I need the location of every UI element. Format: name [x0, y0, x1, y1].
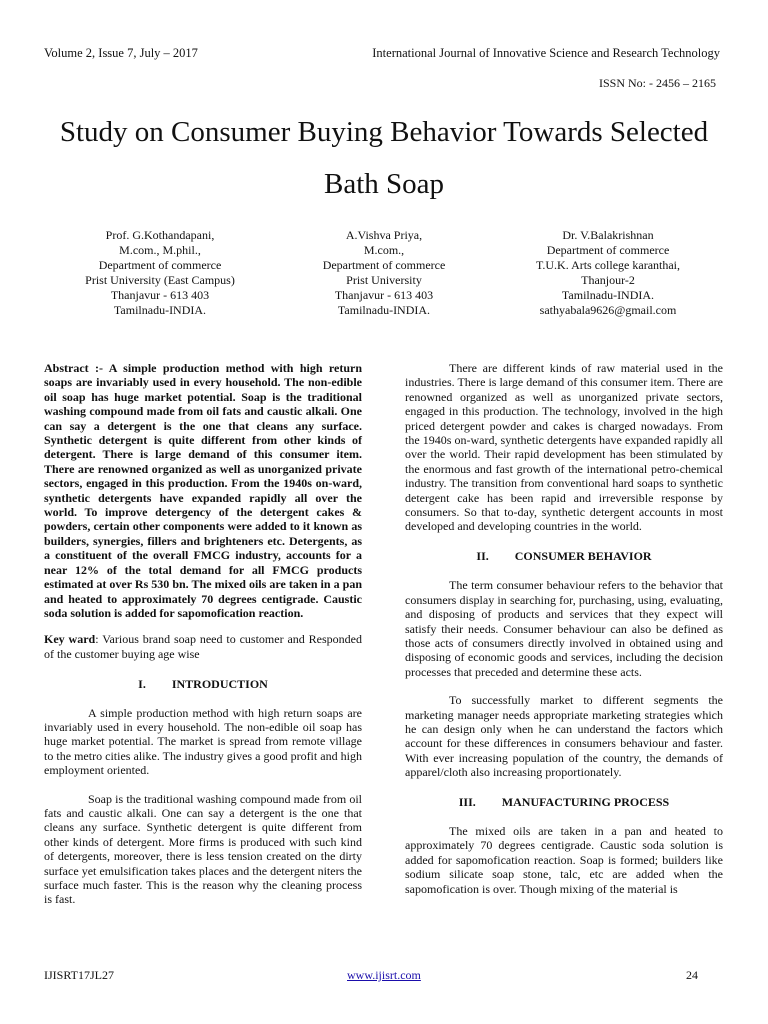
running-header-right: International Journal of Innovative Science and Research Technology — [372, 46, 720, 60]
author-2-line: Department of commerce — [322, 258, 446, 272]
manufacturing-paragraph-1: The mixed oils are taken in a pan and heated to approximately 70 degrees centigrade. Caustic soda solution is added for sapomofication reaction. Soap is formed; builders like sodium silicate soap stone, talc, etc are added when the sapomofication is over. Though mixing of the material is — [405, 823, 723, 896]
paper-title-line-2: Bath Soap — [323, 168, 445, 200]
author-2 — [284, 228, 484, 318]
footer-page-number: 24 — [686, 968, 698, 982]
author-1-line: Prof. G.Kothandapani, — [105, 228, 215, 242]
author-2-line: Prist University — [346, 273, 422, 287]
footer-website-link[interactable]: www.ijisrt.com — [347, 968, 421, 982]
section-heading-consumer-behavior — [405, 549, 723, 563]
footer-paper-code: IJISRT17JL27 — [44, 968, 114, 982]
keywords — [44, 632, 362, 661]
intro-paragraph-3: There are different kinds of raw material used in the industries. There is large demand of this consumer item. There are renowned organized as well as unorganized private sectors, engaged in this production. The technology, involved in the high priced detergent powder and cakes is charged nowadays. From the 1940s on-ward, synthetic detergents have expanded rapidly all over the world. Their rapid development has been stimulated by the enormous and fast growth of the international petro-chemical industry. The transition from conventional hard soaps to synthetic detergent cake has been rapid and irreversible response by consumers. So that to-day, synthetic detergent accounts in most developed and developing countries in the world. — [405, 361, 723, 534]
section-title: CONSUMER BEHAVIOR — [514, 548, 652, 563]
section-number: I. — [138, 677, 146, 692]
author-3-line: Thanjour-2 — [581, 273, 635, 287]
left-column — [44, 361, 362, 907]
author-1-line: M.com., M.phil., — [119, 243, 201, 257]
running-header-left: Volume 2, Issue 7, July – 2017 — [44, 46, 198, 60]
section-number: III. — [458, 794, 476, 809]
section-title: MANUFACTURING PROCESS — [501, 794, 670, 809]
author-3-line: T.U.K. Arts college karanthai, — [535, 258, 681, 272]
author-3-line: Dr. V.Balakrishnan — [562, 228, 654, 242]
author-3 — [508, 228, 708, 318]
keywords-label: Key ward — [44, 632, 96, 647]
author-3-line: Department of commerce — [546, 243, 670, 257]
author-1-line: Prist University (East Campus) — [85, 273, 235, 287]
section-title: INTRODUCTION — [171, 677, 268, 692]
paper-title-line-1: Study on Consumer Buying Behavior Towards Selected — [59, 116, 709, 148]
author-1-line: Department of commerce — [98, 258, 222, 272]
intro-paragraph-1: A simple production method with high return soaps are invariably used in every household. The non-edible oil soap has huge market potential. The market is spread from remote village to the metro cities alike. The industry gives a good profit and high employment oriented. — [44, 705, 362, 778]
author-2-line: Thanjavur - 613 403 — [334, 288, 434, 302]
author-1-line: Tamilnadu-INDIA. — [113, 303, 207, 317]
keywords-text: : Various brand soap need to customer and Responded of the customer buying age wise — [44, 632, 362, 661]
abstract: Abstract :- A simple production method with high return soaps are invariably used in every household. The non-edible oil soap has huge market potential. Soap is the traditional washing compound made from oil fats and caustic alkali. One can say a detergent is the one that cleans any surface. Synthetic detergent is quite different from other kinds of detergent. There is large demand of this consumer item. There are renowned organized as well as unorganized private sectors, engaged in this production. From the 1940s on-ward, synthetic detergents have expanded rapidly all over the world. To improve detergency of the detergent cakes & powders, certain other components were added to it known as builders, synergies, fillers and brighteners etc. Detergents, as a constituent of the overall FMCG industry, accounts for a near 12% of the total demand for all FMCG products estimated at over Rs 530 bn. The mixed oils are taken in a pan and heated to approximately 70 degrees centigrade. Caustic soda solution is added for sapomofication reaction. — [44, 361, 362, 620]
intro-paragraph-2: Soap is the traditional washing compound made from oil fats and caustic alkali. One can say a detergent is the one that cleans any surface. Synthetic detergent is quite different from other kinds of detergent. More firms is produced with such kind of detergents, moreover, there is less tension created on the dirty surface yet emulsification takes places and the detergent niters the surface much faster. This is the reason why the cleaning process is fast. — [44, 791, 362, 907]
author-3-email[interactable]: sathyabala9626@gmail.com — [539, 303, 677, 317]
section-number: II. — [476, 548, 489, 563]
author-2-line: A.Vishva Priya, — [345, 228, 423, 242]
right-column — [405, 361, 723, 896]
author-3-line: Tamilnadu-INDIA. — [561, 288, 655, 302]
author-1 — [60, 228, 260, 318]
consumer-paragraph-1: The term consumer behaviour refers to the behavior that consumers display in searching for, purchasing, using, evaluating, and disposing of products and services that they expect will satisfy their needs. Consumer behaviour can also be defined as those acts of consumers directly involved in obtained using and disposing of economic goods and services, including the decision processes that preceded and determine these acts. — [405, 578, 723, 679]
consumer-paragraph-2: To successfully market to different segments the marketing manager needs appropriate marketing strategies which he can design only when he can understand the factors which account for these differences in consumers behaviour and faster. With ever increasing population of the country, the demands of apparel/cloth also increasing proportionately. — [405, 693, 723, 780]
author-1-line: Thanjavur - 613 403 — [110, 288, 210, 302]
paper-title — [30, 106, 738, 210]
author-2-line: Tamilnadu-INDIA. — [337, 303, 431, 317]
author-2-line: M.com., — [363, 243, 405, 257]
section-heading-introduction — [44, 677, 362, 691]
section-heading-manufacturing-process — [405, 795, 723, 809]
issn-line: ISSN No: - 2456 – 2165 — [598, 76, 716, 90]
